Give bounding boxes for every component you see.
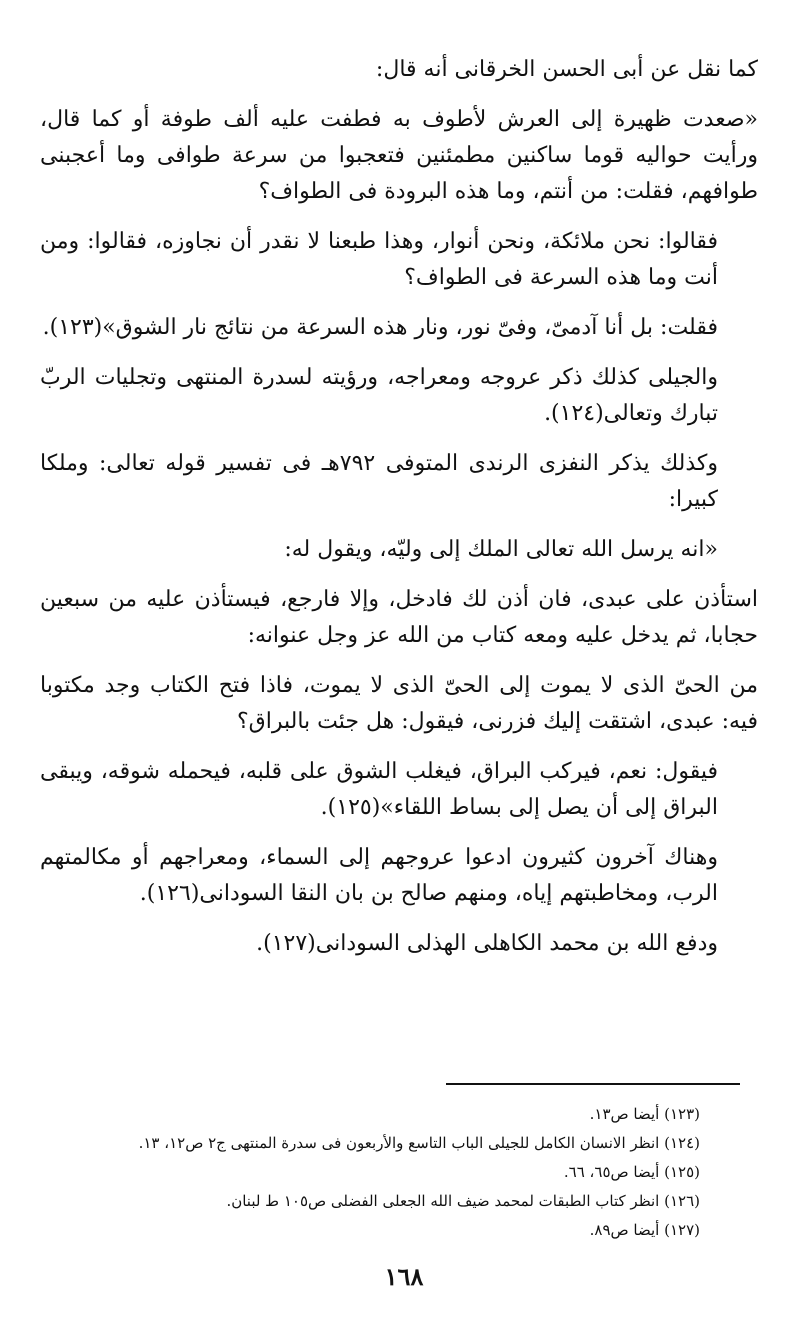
- main-text: [40, 52, 758, 976]
- paragraph: ودفع الله بن محمد الكاهلى الهذلى السودانى(١٢٧).: [256, 931, 718, 956]
- page-number: ١٦٨: [384, 1262, 424, 1291]
- footnote: (١٢٧) أيضا ص٨٩.: [589, 1221, 700, 1239]
- paragraph: من الحىّ الذى لا يموت إلى الحىّ الذى لا يموت، فاذا فتح الكتاب وجد مكتوبا فيه: عبدى، اشتقت إليك فزرنى، فيقول: هل جئت بالبراق؟: [40, 673, 758, 734]
- footnote: (١٢٦) انظر كتاب الطبقات لمحمد ضيف الله الجعلى الفضلى ص١٠٥ ط لبنان.: [226, 1192, 700, 1210]
- footnote-divider: [446, 1083, 740, 1085]
- paragraph: استأذن على عبدى، فان أذن لك فادخل، وإلا فارجع، فيستأذن عليه من سبعين حجابا، ثم يدخل عليه ومعه كتاب من الله عز وجل عنوانه:: [40, 587, 758, 648]
- paragraph: «انه يرسل الله تعالى الملك إلى وليّه، ويقول له:: [284, 537, 718, 562]
- footnote: (١٢٤) انظر الانسان الكامل للجيلى الباب التاسع والأربعون فى سدرة المنتهى ج٢ ص١٢، ١٣.: [138, 1134, 700, 1152]
- paragraph: والجيلى كذلك ذكر عروجه ومعراجه، ورؤيته لسدرة المنتهى وتجليات الربّ تبارك وتعالى(١٢٤).: [40, 365, 718, 426]
- paragraph: وكذلك يذكر النفزى الرندى المتوفى ٧٩٢هـ فى تفسير قوله تعالى: وملكا كبيرا:: [40, 451, 718, 512]
- footnote: (١٢٣) أيضا ص١٣.: [589, 1105, 700, 1123]
- paragraph: كما نقل عن أبى الحسن الخرقانى أنه قال:: [375, 57, 758, 82]
- paragraph: فيقول: نعم، فيركب البراق، فيغلب الشوق على قلبه، فيحمله شوقه، ويبقى البراق إلى أن يصل إلى بساط اللقاء»(١٢٥).: [40, 759, 718, 820]
- footnote: (١٢٥) أيضا ص٦٥، ٦٦.: [563, 1163, 700, 1181]
- paragraph: وهناك آخرون كثيرون ادعوا عروجهم إلى السماء، ومعراجهم أو مكالمتهم الرب، ومخاطبتهم إياه، ومنهم صالح بن بان النقا السودانى(١٢٦).: [40, 845, 718, 906]
- footnotes: [40, 1100, 700, 1245]
- paragraph: فقلت: بل أنا آدمىّ، وفىّ نور، ونار هذه السرعة من نتائج نار الشوق»(١٢٣).: [42, 315, 718, 340]
- paragraph: «صعدت ظهيرة إلى العرش لأطوف به فطفت عليه ألف طوفة أو كما قال، ورأيت حواليه قوما ساكنين مطمئنين فتعجبوا من سرعة طوافى وما أعجبنى طوافهم، فقلت: من أنتم، وما هذه البرودة فى الطواف؟: [40, 107, 758, 204]
- paragraph: فقالوا: نحن ملائكة، ونحن أنوار، وهذا طبعنا لا نقدر أن نجاوزه، فقالوا: ومن أنت وما هذه السرعة فى الطواف؟: [40, 229, 718, 290]
